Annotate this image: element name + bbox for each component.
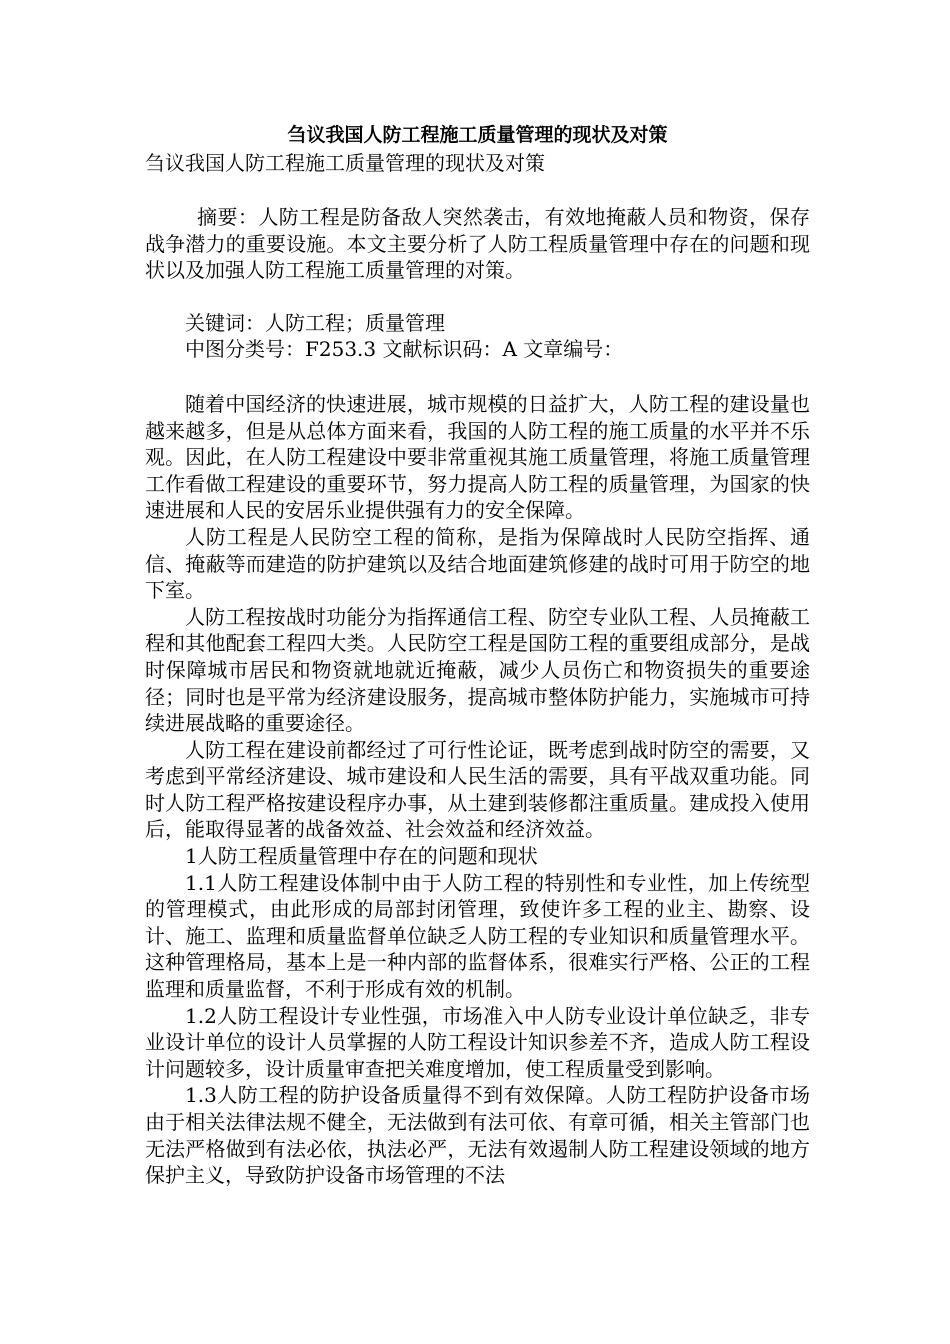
body-paragraph: 1.2人防工程设计专业性强，市场准入中人防专业设计单位缺乏，非专业设计单位的设计人员掌握的人防工程设计知识参差不齐，造成人防工程设计问题较多，设计质量审查把关难度增加，使工程质量受到影响。 <box>145 1003 810 1081</box>
body-paragraph: 人防工程按战时功能分为指挥通信工程、防空专业队工程、人员掩蔽工程和其他配套工程四大类。人民防空工程是国防工程的重要组成部分，是战时保障城市居民和物资就地就近掩蔽，减少人员伤亡和物资损失的重要途径；同时也是平常为经济建设服务，提高城市整体防护能力，实施城市可持续进展战略的重要途径。 <box>145 604 810 736</box>
body-paragraph: 人防工程在建设前都经过了可行性论证，既考虑到战时防空的需要，又考虑到平常经济建设、城市建设和人民生活的需要，具有平战双重功能。同时人防工程严格按建设程序办事，从土建到装修都注重质量。建成投入使用后，能取得显著的战备效益、社会效益和经济效益。 <box>145 737 810 842</box>
document-page <box>145 120 810 1189</box>
body-paragraph: 人防工程是人民防空工程的简称，是指为保障战时人民防空指挥、通信、掩蔽等而建造的防护建筑以及结合地面建筑修建的战时可用于防空的地下室。 <box>145 524 810 603</box>
classification-line: 中图分类号：F253.3 文献标识码：A 文章编号： <box>185 337 624 362</box>
document-subtitle: 刍议我国人防工程施工质量管理的现状及对策 <box>145 151 545 175</box>
spacer <box>145 284 810 310</box>
section-heading: 1人防工程质量管理中存在的问题和现状 <box>185 844 538 869</box>
spacer <box>145 176 810 204</box>
abstract-paragraph: 摘要：人防工程是防备敌人突然袭击，有效地掩蔽人员和物资，保存战争潜力的重要设施。本文主要分析了人防工程质量管理中存在的问题和现状以及加强人防工程施工质量管理的对策。 <box>145 205 810 283</box>
body-paragraph: 随着中国经济的快速进展，城市规模的日益扩大，人防工程的建设量也越来越多，但是从总体方面来看，我国的人防工程的施工质量的水平并不乐观。因此，在人防工程建设中要非常重视其施工质量管理，将施工质量管理工作看做工程建设的重要环节，努力提高人防工程的质量管理，为国家的快速进展和人民的安居乐业提供强有力的安全保障。 <box>145 391 810 523</box>
document-title: 刍议我国人防工程施工质量管理的现状及对策 <box>287 124 668 146</box>
body-paragraph: 1.3人防工程的防护设备质量得不到有效保障。人防工程防护设备市场由于相关法律法规不健全，无法做到有法可依、有章可循，相关主管部门也无法严格做到有法必依，执法必严，无法有效遏制人防工程建设领域的地方保护主义，导致防护设备市场管理的不法 <box>145 1083 810 1188</box>
keywords-line: 关键词：人防工程；质量管理 <box>185 310 445 335</box>
spacer <box>145 363 810 391</box>
body-paragraph: 1.1人防工程建设体制中由于人防工程的特别性和专业性，加上传统型的管理模式，由此形成的局部封闭管理，致使许多工程的业主、勘察、设计、施工、监理和质量监督单位缺乏人防工程的专业知识和质量管理水平。这种管理格局，基本上是一种内部的监督体系，很难实行严格、公正的工程监理和质量监督，不利于形成有效的机制。 <box>145 870 810 1002</box>
